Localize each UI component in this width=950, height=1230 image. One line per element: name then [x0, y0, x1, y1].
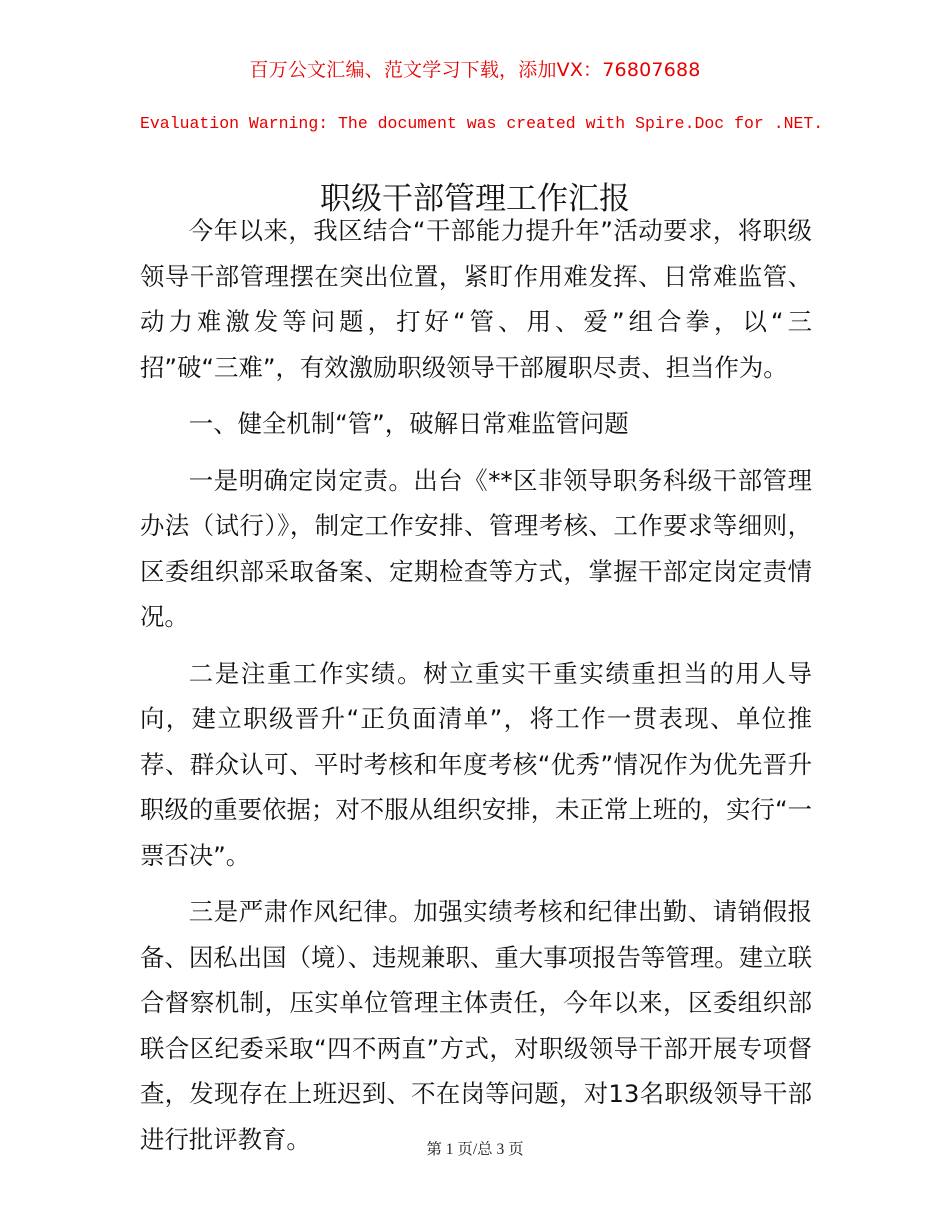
document-title: 职级干部管理工作汇报	[320, 180, 630, 217]
document-body	[140, 208, 812, 1173]
section-heading: 一、健全机制“管”，破解日常难监管问题	[188, 409, 629, 438]
evaluation-warning: Evaluation Warning: The document was created with Spire.Doc for .NET.	[140, 114, 824, 133]
promo-header: 百万公文汇编、范文学习下载，添加VX：76807688	[249, 59, 701, 81]
page-number: 第 1 页/总 3 页	[426, 1141, 524, 1158]
paragraph-point-3: 三是严肃作风纪律。加强实绩考核和纪律出勤、请销假报备、因私出国（境）、违规兼职、重大事项报告等管理。建立联合督察机制，压实单位管理主体责任，今年以来，区委组织部联合区纪委采取“四不两直”方式，对职级领导干部开展专项督查，发现存在上班迟到、不在岗等问题，对13名职级领导干部进行批评教育。	[140, 897, 812, 1154]
paragraph-intro: 今年以来，我区结合“干部能力提升年”活动要求，将职级领导干部管理摆在突出位置，紧盯作用难发挥、日常难监管、动力难激发等问题，打好“管、用、爱”组合拳，以“三招”破“三难”，有效激励职级领导干部履职尽责、担当作为。	[140, 216, 812, 382]
paragraph-point-1: 一是明确定岗定责。出台《**区非领导职务科级干部管理办法（试行）》，制定工作安排、管理考核、工作要求等细则，区委组织部采取备案、定期检查等方式，掌握干部定岗定责情况。	[140, 465, 812, 631]
paragraph-point-2: 二是注重工作实绩。树立重实干重实绩重担当的用人导向，建立职级晋升“正负面清单”，将工作一贯表现、单位推荐、群众认可、平时考核和年度考核“优秀”情况作为优先晋升职级的重要依据；对不服从组织安排，未正常上班的，实行“一票否决”。	[140, 658, 812, 870]
